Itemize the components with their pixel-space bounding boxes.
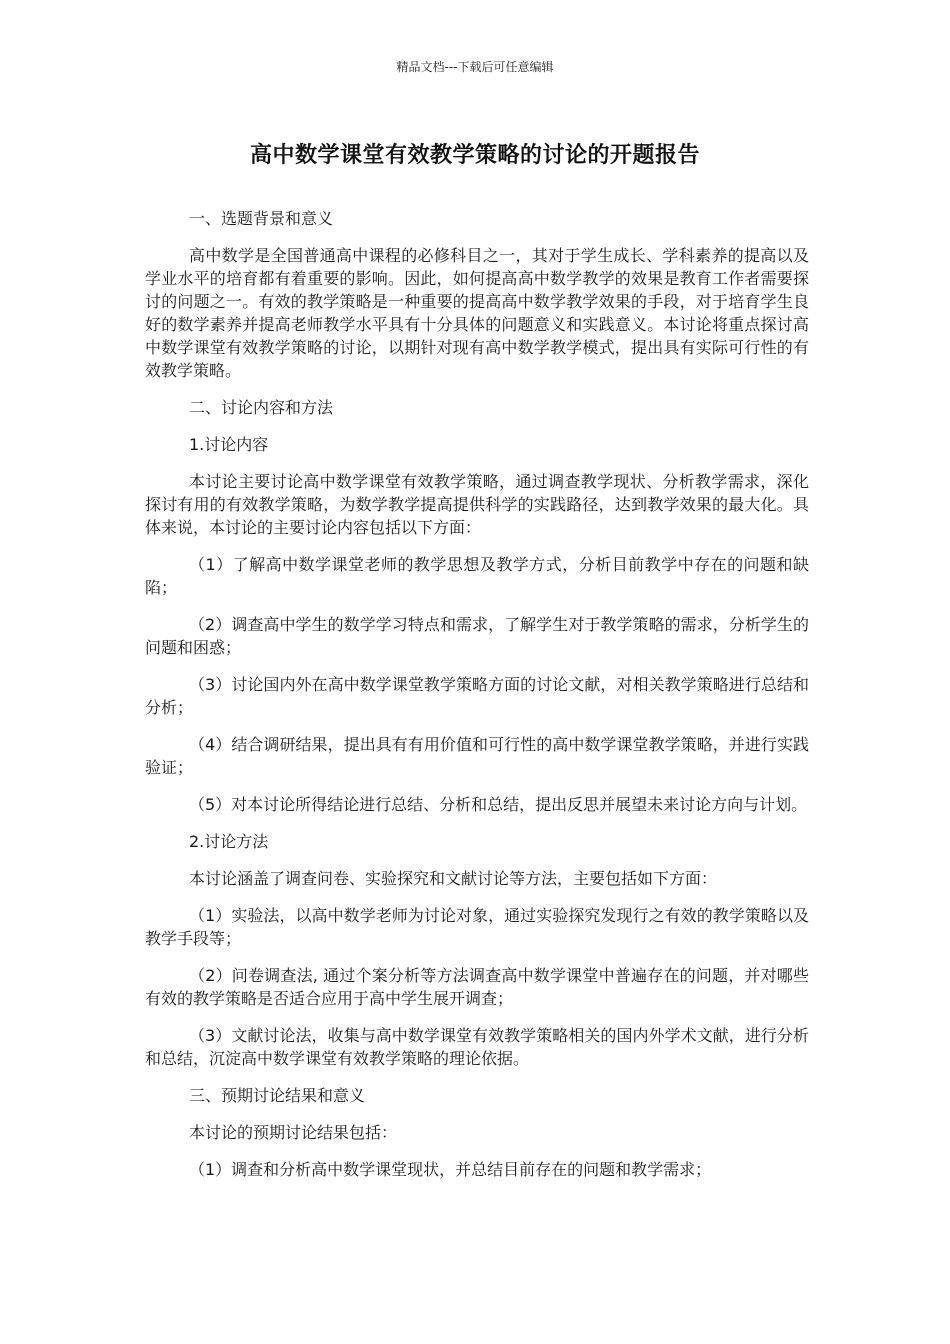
list-item: （1）了解高中数学课堂老师的教学思想及教学方式，分析目前教学中存在的问题和缺陷； bbox=[145, 555, 809, 597]
subsection-heading-method: 2.讨论方法 bbox=[189, 832, 269, 851]
paragraph-background: 高中数学是全国普通高中课程的必修科目之一，其对于学生成长、学科素养的提高以及学业水平的培育都有着重要的影响。因此，如何提高高中数学教学的效果是教育工作者需要探讨的问题之一。有效的教学策略是一种重要的提高高中数学教学效果的手段，对于培育学生良好的数学素养并提高老师教学水平具有十分具体的问题意义和实践意义。本讨论将重点探讨高中数学课堂有效教学策略的讨论，以期针对现有高中数学教学模式，提出具有实际可行性的有效教学策略。 bbox=[145, 246, 809, 380]
list-item: （1）实验法，以高中数学老师为讨论对象，通过实验探究发现行之有效的教学策略以及教学手段等； bbox=[145, 906, 809, 948]
list-item: （2）问卷调查法, 通过个案分析等方法调查高中数学课堂中普遍存在的问题，并对哪些有效的教学策略是否适合应用于高中学生展开调查； bbox=[145, 966, 809, 1008]
section-heading-2: 二、讨论内容和方法 bbox=[189, 398, 334, 417]
section-heading-1: 一、选题背景和意义 bbox=[189, 209, 334, 228]
section-heading-3: 三、预期讨论结果和意义 bbox=[189, 1086, 366, 1105]
list-item: （2）调查高中学生的数学学习特点和需求，了解学生对于教学策略的需求，分析学生的问题和困惑； bbox=[145, 615, 809, 657]
subsection-heading-content: 1.讨论内容 bbox=[189, 435, 269, 454]
list-item: （4）结合调研结果，提出具有有用价值和可行性的高中数学课堂教学策略，并进行实践验证； bbox=[145, 735, 809, 777]
list-item: （1）调查和分析高中数学课堂现状，并总结目前存在的问题和教学需求； bbox=[189, 1160, 712, 1179]
document-body bbox=[145, 207, 809, 1195]
document-title: 高中数学课堂有效教学策略的讨论的开题报告 bbox=[249, 143, 700, 168]
paragraph-results-intro: 本讨论的预期讨论结果包括： bbox=[189, 1123, 398, 1142]
paragraph-content-intro: 本讨论主要讨论高中数学课堂有效教学策略，通过调查教学现状、分析教学需求，深化探讨有用的有效教学策略，为数学教学提高提供科学的实践路径，达到教学效果的最大化。具体来说，本讨论的主要讨论内容包括以下方面： bbox=[145, 472, 809, 537]
paragraph-method-intro: 本讨论涵盖了调查问卷、实验探究和文献讨论等方法，主要包括如下方面： bbox=[189, 869, 718, 888]
list-item: （3）文献讨论法，收集与高中数学课堂有效教学策略相关的国内外学术文献，进行分析和总结，沉淀高中数学课堂有效教学策略的理论依据。 bbox=[145, 1026, 809, 1068]
list-item: （3）讨论国内外在高中数学课堂教学策略方面的讨论文献，对相关教学策略进行总结和分析； bbox=[145, 675, 809, 717]
page-header: 精品文档---下载后可任意编辑 bbox=[396, 60, 554, 74]
list-item: （5）对本讨论所得结论进行总结、分析和总结，提出反思并展望未来讨论方向与计划。 bbox=[189, 795, 808, 814]
